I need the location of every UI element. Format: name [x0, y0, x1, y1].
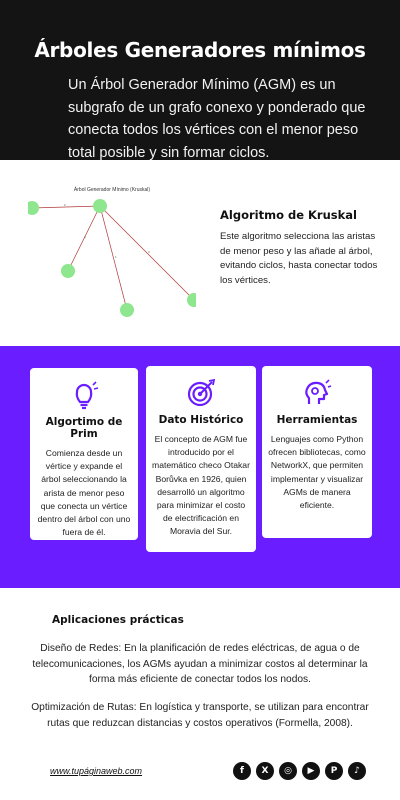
application-route-optimization: Optimización de Rutas: En logística y transporte, se utilizan para encontrar rutas que reduzcan distancias y costos operativos (Formella, 2008). — [31, 702, 369, 729]
graph-edge — [32, 206, 100, 208]
application-network-design: Diseño de Redes: En la planificación de redes eléctricas, de agua o de telecomunicaciones, los AGMs ayudan a minimizar costos al determinar la forma más eficiente de conectar todos los nodos. — [32, 643, 368, 685]
website-link[interactable]: www.tupáginaweb.com — [50, 766, 143, 776]
card-prim — [30, 368, 138, 540]
kruskal-title: Algoritmo de Kruskal — [220, 208, 357, 222]
graph-edge — [100, 206, 127, 310]
mst-graph-figure — [28, 182, 196, 324]
card-tools — [262, 366, 372, 538]
pinterest-icon[interactable]: P — [325, 762, 343, 780]
card-history — [146, 366, 256, 552]
card-prim-text: Comienza desde un vértice y expande el árbol seleccionando la arista de menor peso que conecta un vértice dentro del árbol con uno fuera de él. — [37, 448, 131, 538]
instagram-icon[interactable]: ◎ — [279, 762, 297, 780]
card-tools-text: Lenguajes como Python ofrecen bibliotecas, como NetworkX, que permiten implementar y visualizar AGMs de manera eficiente. — [268, 434, 366, 511]
graph-node — [93, 199, 107, 213]
applications-title: Aplicaciones prácticas — [52, 614, 184, 626]
tiktok-icon[interactable]: ♪ — [348, 762, 366, 780]
edge-weight: 3 — [148, 250, 150, 254]
card-prim-title: Algortimo de Prim — [45, 416, 123, 440]
page-title: Árboles Generadores mínimos — [34, 38, 366, 62]
card-history-text: El concepto de AGM fue introducido por el matemático checo Otakar Borůvka en 1926, quien desarrolló un algoritmo para minimizar el costo de electrificación en Moravia del Sur. — [152, 434, 250, 537]
edge-weight: 1 — [115, 255, 117, 259]
graph-node — [61, 264, 75, 278]
edge-weight: 2 — [64, 203, 66, 207]
graph-node — [120, 303, 134, 317]
intro-text: Un Árbol Generador Mínimo (AGM) es un subgrafo de un grafo conexo y ponderado que conecta todos los vértices con el menor peso total posible y sin formar ciclos. — [68, 77, 366, 161]
youtube-icon[interactable]: ▶ — [302, 762, 320, 780]
social-links — [233, 762, 366, 780]
lightbulb-icon — [69, 380, 99, 410]
graph-node — [28, 201, 39, 215]
graph-edge — [100, 206, 194, 300]
card-tools-title: Herramientas — [276, 414, 358, 426]
x-icon[interactable]: X — [256, 762, 274, 780]
kruskal-section — [220, 208, 380, 288]
target-icon — [186, 378, 216, 408]
brain-idea-icon — [302, 378, 332, 408]
card-history-title: Dato Histórico — [158, 414, 244, 426]
kruskal-text: Este algoritmo selecciona las aristas de menor peso y las añade al árbol, evitando ciclos, hasta conectar todos los vértices. — [220, 231, 378, 286]
graph-node — [187, 293, 196, 307]
facebook-icon[interactable]: f — [233, 762, 251, 780]
header-banner — [0, 0, 400, 160]
graph-title: Árbol Generador Mínimo (Kruskal) — [73, 187, 151, 193]
edge-weight: 4 — [84, 235, 86, 239]
